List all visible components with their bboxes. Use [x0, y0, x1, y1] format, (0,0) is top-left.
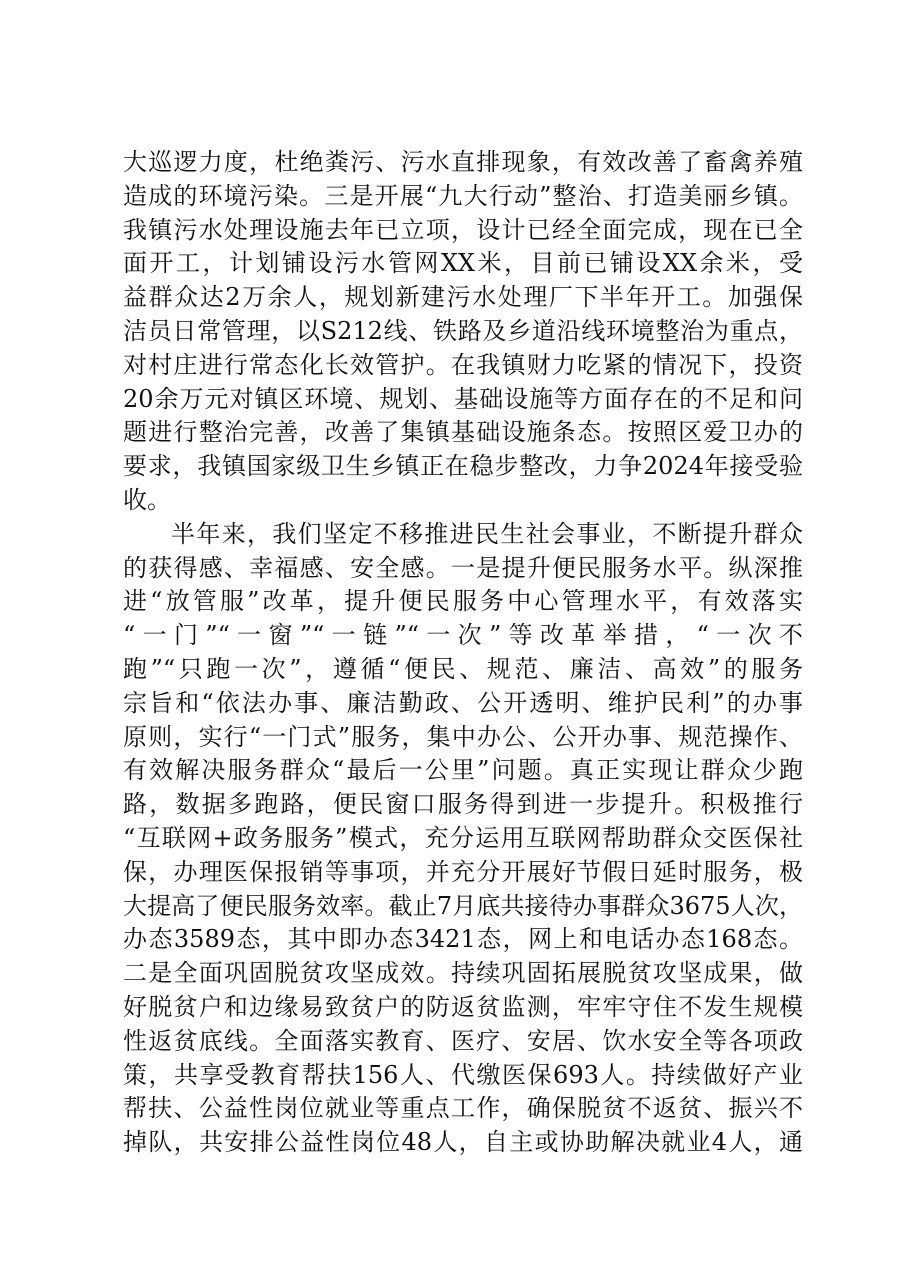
text-line: 路，数据多跑路，便民窗口服务得到进一步提升。积极推行	[123, 790, 803, 819]
text-line: 好脱贫户和边缘易致贫户的防返贫监测，牢牢守住不发生规模	[123, 992, 803, 1021]
text-line: 策，共享受教育帮扶156人、代缴医保693人。持续做好产业	[123, 1060, 803, 1089]
text-line: 我镇污水处理设施去年已立项，设计已经全面完成，现在已全	[123, 215, 803, 244]
text-line: 大巡逻力度，杜绝粪污、污水直排现象，有效改善了畜禽养殖	[123, 148, 803, 176]
text-line: 20余万元对镇区环境、规划、基础设施等方面存在的不足和问	[123, 384, 803, 413]
text-line: “互联网+政务服务”模式，充分运用互联网帮助群众交医保社	[123, 823, 803, 852]
paragraph-first-line: 半年来，我们坚定不移推进民生社会事业，不断提升群众	[171, 519, 803, 548]
text-line: 要求，我镇国家级卫生乡镇正在稳步整改，力争2024年接受验	[123, 452, 803, 481]
text-line: 宗旨和“依法办事、廉洁勤政、公开透明、维护民利”的办事	[123, 688, 803, 717]
text-line: 掉队，共安排公益性岗位48人，自主或协助解决就业4人，通	[123, 1128, 803, 1157]
text-line: “一门”“一窗”“一链”“一次”等改革举措，“一次不	[123, 621, 803, 650]
text-line: 造成的环境污染。三是开展“九大行动”整治、打造美丽乡镇。	[123, 181, 803, 210]
text-line: 保，办理医保报销等事项，并充分开展好节假日延时服务，极	[123, 857, 803, 886]
document-body	[123, 146, 803, 1160]
text-line: 洁员日常管理，以S212线、铁路及乡道沿线环境整治为重点，	[123, 316, 803, 345]
text-line: 对村庄进行常态化长效管护。在我镇财力吃紧的情况下，投资	[123, 350, 803, 379]
text-line: 的获得感、幸福感、安全感。一是提升便民服务水平。纵深推	[123, 553, 803, 582]
text-line: 益群众达2万余人，规划新建污水处理厂下半年开工。加强保	[123, 283, 803, 312]
text-line: 面开工，计划铺设污水管网XX米，目前已铺设XX余米，受	[123, 249, 803, 278]
text-line: 跑”“只跑一次”，遵循“便民、规范、廉洁、高效”的服务	[123, 654, 803, 683]
text-line: 性返贫底线。全面落实教育、医疗、安居、饮水安全等各项政	[123, 1026, 803, 1055]
text-line: 二是全面巩固脱贫攻坚成效。持续巩固拓展脱贫攻坚成果，做	[123, 959, 803, 988]
text-line: 题进行整治完善，改善了集镇基础设施条态。按照区爱卫办的	[123, 418, 803, 447]
text-line: 帮扶、公益性岗位就业等重点工作，确保脱贫不返贫、振兴不	[123, 1094, 803, 1123]
text-line: 原则，实行“一门式”服务，集中办公、公开办事、规范操作、	[123, 722, 803, 751]
text-line: 大提高了便民服务效率。截止7月底共接待办事群众3675人次，	[123, 891, 803, 920]
text-line: 办态3589态，其中即办态3421态，网上和电话办态168态。	[123, 925, 803, 954]
text-line: 进“放管服”改革，提升便民服务中心管理水平，有效落实	[123, 587, 803, 616]
text-line: 有效解决服务群众“最后一公里”问题。真正实现让群众少跑	[123, 756, 803, 785]
text-line: 收。	[123, 485, 171, 514]
